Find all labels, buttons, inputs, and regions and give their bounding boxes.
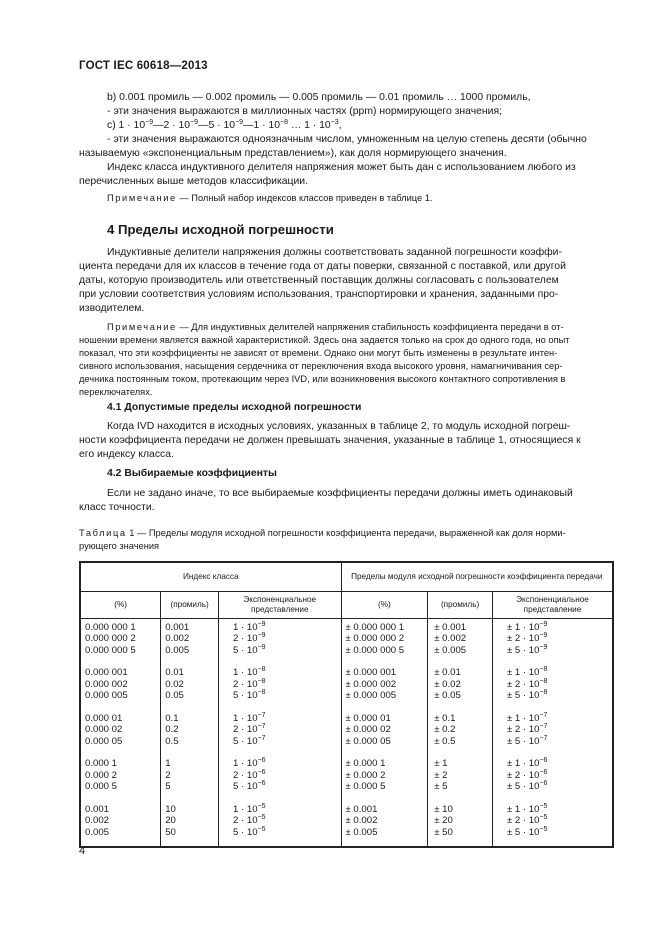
paragraph-index-cont: перечисленных выше методов классификации. <box>79 176 308 187</box>
exponent: −6 <box>539 780 548 787</box>
section-4-title: 4 Пределы исходной погрешности <box>107 222 334 237</box>
note-2-line: ношении времени является важной характеристикой. Здесь она задается только на срок до одного года, но опыт <box>79 335 570 345</box>
cell-value: ± $2 \cdot 10^{-5}$ <box>506 814 548 826</box>
cell-value: ± 0.000 001 <box>345 667 397 678</box>
exponent: −8 <box>539 677 548 685</box>
exponent: −6 <box>539 768 548 776</box>
cell-value: $5 \cdot 10^{-6}$ <box>233 780 266 792</box>
cell-value: ± 0.000 1 <box>345 758 386 769</box>
class-index-table <box>79 561 614 848</box>
table-row <box>80 618 613 664</box>
cell-value: ± 5 <box>434 781 448 792</box>
section-4-1-line: его индексу класса. <box>79 449 174 460</box>
cell-value: 0.005 <box>165 644 190 656</box>
table-row <box>80 755 613 801</box>
table-cell <box>80 618 161 664</box>
cell-value: ± 10 <box>434 803 453 815</box>
cell-value: ± $5 \cdot 10^{-8}$ <box>506 689 548 701</box>
cell-value: ± $2 \cdot 10^{-6}$ <box>506 768 548 781</box>
section-4-1-line: ности коэффициента передачи не должен превышать значения, указанные в таблице 1, относящиеся к <box>79 435 581 446</box>
table-cell <box>492 755 613 801</box>
cell-value: 0.000 000 1 <box>85 621 136 633</box>
cell-value: 0.000 2 <box>85 769 118 781</box>
table-cell <box>219 755 341 801</box>
exponent: −9 <box>257 632 266 639</box>
cell-value: ± 1 <box>434 758 448 769</box>
table-row <box>80 710 613 756</box>
table-cell <box>161 710 219 756</box>
exponent: −7 <box>257 711 266 719</box>
cell-value: ± $2 \cdot 10^{-9}$ <box>506 632 548 644</box>
note-1: Примечание — Полный набор индексов классов приведен в таблице 1. <box>107 193 433 203</box>
header-prom: (промиль) <box>428 591 493 618</box>
cell-value: ± $5 \cdot 10^{-7}$ <box>506 734 548 747</box>
table-cell <box>341 618 428 664</box>
paragraph-c-note-cont: называемую «экспоненциальным представлением»), как доля нормирующего значения. <box>79 148 507 159</box>
cell-value: $5 \cdot 10^{-9}$ <box>233 643 266 656</box>
table-cell <box>341 801 428 848</box>
cell-value: ± 2 <box>434 769 448 781</box>
header-exp: Экспоненциальное представление <box>492 591 613 618</box>
table-row <box>80 801 613 848</box>
exponent: −9 <box>539 632 548 639</box>
header-class-index: Индекс класса <box>80 562 341 591</box>
table-cell <box>80 710 161 756</box>
cell-value: $2 \cdot 10^{-8}$ <box>233 677 266 690</box>
table-cell <box>161 618 219 664</box>
cell-value: 0.000 05 <box>85 735 123 747</box>
table-cell <box>161 664 219 710</box>
cell-value: ± 0.5 <box>434 735 456 747</box>
exponent: −8 <box>257 677 266 685</box>
note-2-line: дечника постоянным током, протекающим через IVD, или возникновения высокого контактного сопротивления в <box>79 374 566 384</box>
table-cell <box>219 710 341 756</box>
section-4-p1-line: изводителем. <box>79 303 145 314</box>
exponent: −5 <box>257 802 266 810</box>
cell-value: ± 0.000 000 1 <box>345 621 405 633</box>
cell-value: ± 0.000 02 <box>345 724 391 735</box>
cell-value: ± $1 \cdot 10^{-9}$ <box>506 620 548 633</box>
cell-value: 0.000 1 <box>85 758 118 769</box>
exponent: −9 <box>539 643 548 651</box>
cell-value: ± 0.002 <box>345 815 378 826</box>
cell-value: 0.000 001 <box>85 667 128 678</box>
section-4-p1-line: при условии соответствия условиям использования, транспортировки и хранения, заданными про- <box>79 289 559 300</box>
exponent: −8 <box>257 689 266 696</box>
cell-value: ± 0.000 000 2 <box>345 633 405 644</box>
cell-value: ± 0.001 <box>345 803 378 815</box>
exponent: −5 <box>257 825 266 833</box>
cell-value: 0.000 02 <box>85 724 123 735</box>
exponent: −6 <box>257 768 266 776</box>
cell-value: ± 0.000 002 <box>345 678 397 690</box>
table-cell <box>80 801 161 848</box>
cell-value: $2 \cdot 10^{-7}$ <box>233 723 266 735</box>
paragraph-c: c) $1 \cdot 10^{-9}—2$ · $10^{-9}—5$ · $10^{-9}—1 \cdot 10^{-8}$ … $1 \cdot 10^{-3}$, <box>107 119 342 131</box>
cell-value: 5 <box>165 781 171 792</box>
table-cell <box>161 801 219 848</box>
note-2-line: переключателях. <box>79 387 153 397</box>
cell-value: ± 0.2 <box>434 724 456 735</box>
table-cell <box>219 664 341 710</box>
cell-value: $2 \cdot 10^{-5}$ <box>233 814 266 826</box>
cell-value: 0.000 005 <box>85 690 128 701</box>
table-caption-cont: рующего значения <box>79 541 160 551</box>
document-header: ГОСТ IEC 60618—2013 <box>79 60 208 72</box>
cell-value: $1 \cdot 10^{-7}$ <box>233 711 266 724</box>
section-4-1-line: Когда IVD находится в исходных условиях, указанных в таблице 2, то модуль исходной погреш- <box>107 421 571 432</box>
cell-value: ± $2 \cdot 10^{-8}$ <box>506 677 548 690</box>
table-cell <box>341 755 428 801</box>
cell-value: 20 <box>165 815 176 826</box>
table-cell <box>492 618 613 664</box>
paragraph-index: Индекс класса индуктивного делителя напряжения может быть дан с использованием любого из <box>107 162 576 173</box>
table-cell <box>80 755 161 801</box>
cell-value: 0.05 <box>165 690 184 701</box>
table-cell <box>341 664 428 710</box>
cell-value: 0.002 <box>85 815 110 826</box>
cell-value: ± 0.000 005 <box>345 690 397 701</box>
exponent: −8 <box>257 666 266 673</box>
table-cell <box>428 801 493 848</box>
table-cell <box>80 664 161 710</box>
cell-value: 0.002 <box>165 633 190 644</box>
section-4-2-title: 4.2 Выбираемые коэффициенты <box>107 468 277 479</box>
cell-value: 0.000 01 <box>85 712 123 724</box>
cell-value: ± 50 <box>434 826 453 838</box>
exponent: −5 <box>539 814 548 821</box>
table-cell <box>219 618 341 664</box>
table-cell <box>428 664 493 710</box>
cell-value: ± 0.005 <box>434 644 467 656</box>
cell-value: ± 0.000 000 5 <box>345 644 405 656</box>
section-4-2-line: Если не задано иначе, то все выбираемые коэффициенты передачи должны иметь одинаковый <box>107 488 573 499</box>
cell-value: 2 <box>165 769 171 781</box>
cell-value: $1 \cdot 10^{-5}$ <box>233 802 266 815</box>
table-cell <box>428 618 493 664</box>
note-2-line: сивного использования, насыщения сердечника от переключения входа высокого уровня, намагничивания сер- <box>79 361 563 371</box>
section-4-1-title: 4.1 Допустимые пределы исходной погрешности <box>107 402 362 413</box>
cell-value: 0.1 <box>165 712 179 724</box>
section-4-p1-line: Индуктивные делители напряжения должны соответствовать заданной погрешности коэффи- <box>107 247 562 258</box>
cell-value: 0.000 5 <box>85 781 118 792</box>
header-exp: Экспоненциальное представление <box>219 591 341 618</box>
table-cell <box>492 664 613 710</box>
exponent: −7 <box>539 711 548 719</box>
section-4-p1-line: циента передачи для их классов в течение года от даты поверки, связанной с поставкой, или другой <box>79 261 566 272</box>
exponent: −7 <box>257 734 266 742</box>
section-4-2-line: класс точности. <box>79 502 155 513</box>
cell-value: ± $1 \cdot 10^{-8}$ <box>506 666 548 678</box>
note-2-line: показал, что эти коэффициенты не зависят от времени. Однако они могут быть изменены в результате интен- <box>79 348 558 358</box>
header-pct: (%) <box>341 591 428 618</box>
exponent: −5 <box>539 825 548 833</box>
cell-value: 0.02 <box>165 678 184 690</box>
cell-value: ± $1 \cdot 10^{-7}$ <box>506 711 548 724</box>
paragraph-b-note: - эти значения выражаются в миллионных частях (ppm) нормирующего значения; <box>107 106 502 117</box>
exponent: −5 <box>539 802 548 810</box>
cell-value: ± 0.000 01 <box>345 712 391 724</box>
cell-value: ± 0.1 <box>434 712 456 724</box>
cell-value: ± 0.000 2 <box>345 769 386 781</box>
cell-value: ± 0.000 05 <box>345 735 391 747</box>
exponent: −5 <box>257 814 266 821</box>
exponent: −9 <box>257 620 266 628</box>
cell-value: 0.000 000 2 <box>85 633 136 644</box>
note-2: Примечание — Для индуктивных делителей напряжения стабильность коэффициента передачи в от- <box>107 322 564 332</box>
exponent: −7 <box>257 723 266 730</box>
cell-value: ± 0.05 <box>434 690 461 701</box>
table-cell <box>341 710 428 756</box>
cell-value: ± $1 \cdot 10^{-5}$ <box>506 802 548 815</box>
cell-value: $5 \cdot 10^{-5}$ <box>233 825 266 838</box>
header-pct: (%) <box>80 591 161 618</box>
cell-value: $1 \cdot 10^{-9}$ <box>233 620 266 633</box>
cell-value: 0.000 000 5 <box>85 644 136 656</box>
cell-value: 0.005 <box>85 826 110 838</box>
cell-value: ± $5 \cdot 10^{-5}$ <box>506 825 548 838</box>
table-cell <box>219 801 341 848</box>
table-cell <box>428 755 493 801</box>
cell-value: 0.2 <box>165 724 179 735</box>
cell-value: $1 \cdot 10^{-6}$ <box>233 757 266 769</box>
cell-value: ± 0.000 5 <box>345 781 386 792</box>
cell-value: $1 \cdot 10^{-8}$ <box>233 666 266 678</box>
exponent: −8 <box>539 666 548 673</box>
header-prom: (промиль) <box>161 591 219 618</box>
cell-value: ± 0.002 <box>434 633 467 644</box>
cell-value: 0.001 <box>165 621 190 633</box>
exponent: −6 <box>539 757 548 764</box>
cell-value: 0.001 <box>85 803 110 815</box>
exponent: −6 <box>257 757 266 764</box>
table-cell <box>161 755 219 801</box>
paragraph-c-note: - эти значения выражаются одноязначным числом, умноженным на целую степень десяти (обычно <box>107 134 587 145</box>
table-caption: Таблица 1 — Пределы модуля исходной погрешности коэффициента передачи, выраженной как доля норми- <box>79 528 566 538</box>
cell-value: ± 0.005 <box>345 826 378 838</box>
cell-value: 50 <box>165 826 176 838</box>
exponent: −7 <box>539 734 548 742</box>
table-row <box>80 664 613 710</box>
cell-value: ± 0.001 <box>434 621 467 633</box>
cell-value: ± $1 \cdot 10^{-6}$ <box>506 757 548 769</box>
exponent: −6 <box>257 780 266 787</box>
cell-value: $5 \cdot 10^{-8}$ <box>233 689 266 701</box>
exponent: −9 <box>539 620 548 628</box>
cell-value: ± $2 \cdot 10^{-7}$ <box>506 723 548 735</box>
cell-value: 1 <box>165 758 171 769</box>
cell-value: ± $5 \cdot 10^{-6}$ <box>506 780 548 792</box>
table-cell <box>428 710 493 756</box>
cell-value: 0.000 002 <box>85 678 128 690</box>
section-4-p1-line: даты, которую производитель или ответственный поставщик должны согласовать с пользователем <box>79 275 559 286</box>
table-cell <box>492 710 613 756</box>
cell-value: ± 0.02 <box>434 678 461 690</box>
paragraph-b: b) 0.001 промиль — 0.002 промиль — 0.005 промиль — 0.01 промиль … 1000 промиль, <box>107 92 531 103</box>
header-error-limits: Пределы модуля исходной погрешности коэффициента передачи <box>341 562 613 591</box>
cell-value: $5 \cdot 10^{-7}$ <box>233 734 266 747</box>
exponent: −8 <box>539 689 548 696</box>
cell-value: ± 0.01 <box>434 667 461 678</box>
cell-value: 0.5 <box>165 735 179 747</box>
exponent: −9 <box>257 643 266 651</box>
page-number: 4 <box>79 845 86 857</box>
cell-value: ± $5 \cdot 10^{-9}$ <box>506 643 548 656</box>
cell-value: $2 \cdot 10^{-9}$ <box>233 632 266 644</box>
exponent: −7 <box>539 723 548 730</box>
cell-value: $2 \cdot 10^{-6}$ <box>233 768 266 781</box>
cell-value: ± 20 <box>434 815 453 826</box>
cell-value: 0.01 <box>165 667 184 678</box>
cell-value: 10 <box>165 803 176 815</box>
table-cell <box>492 801 613 848</box>
